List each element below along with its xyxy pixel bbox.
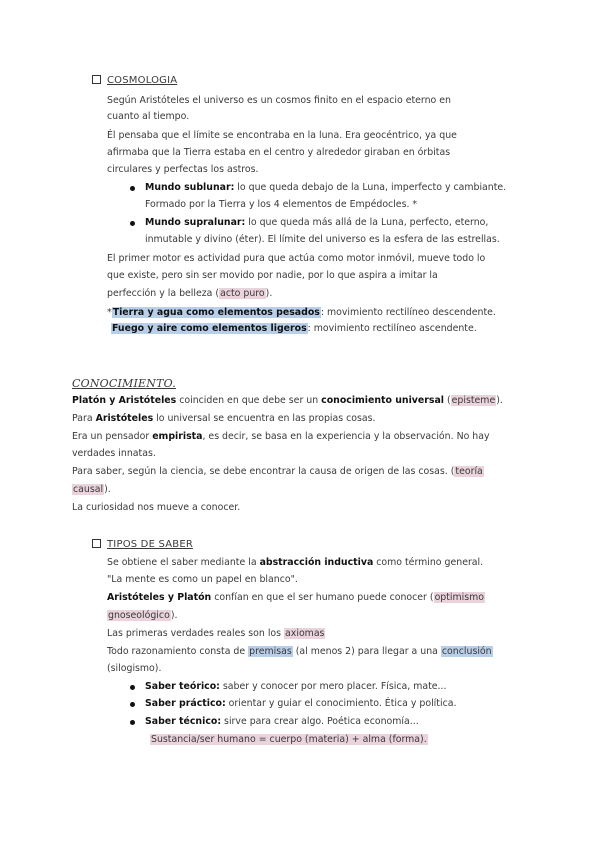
definition: saber y conocer por mero placer. Física, mate... <box>219 681 447 692</box>
bullet-icon <box>130 186 135 191</box>
summary-line <box>150 734 428 746</box>
bullet-icon <box>130 720 135 725</box>
bullet-continuation: inmutable y divino (éter). El límite del universo es la esfera de las estrellas. <box>145 234 500 245</box>
text: ). <box>496 395 503 406</box>
bold-text: Aristóteles y Platón <box>107 592 212 603</box>
paragraph-line: circulares y perfectas los astros. <box>107 164 259 175</box>
bullet-icon <box>130 685 135 690</box>
elements-light-line <box>111 323 477 335</box>
definition: orientar y guiar el conocimiento. Ética y política. <box>225 698 457 709</box>
text: Se obtiene el saber mediante la <box>107 557 260 568</box>
text: confían en que el ser humano puede conocer ( <box>211 592 434 603</box>
bold-text: abstracción inductiva <box>259 557 374 568</box>
checkbox-icon[interactable] <box>92 539 101 548</box>
paragraph-line: Según Aristóteles el universo es un cosmos finito en el espacio eterno en <box>107 95 451 106</box>
bullet-item-tecnico <box>145 716 419 728</box>
paragraph-line: afirmaba que la Tierra estaba en el centro y alrededor giraban en órbitas <box>107 147 451 158</box>
paragraph-line <box>107 646 493 658</box>
paragraph-line <box>107 628 325 640</box>
term: Saber técnico: <box>145 716 222 727</box>
paragraph-line <box>72 466 484 478</box>
asterisk: * <box>107 307 112 318</box>
bold-text: Platón y Aristóteles <box>72 395 177 406</box>
text: como término general. <box>373 557 484 568</box>
definition: lo que queda más allá de la Luna, perfecto, eterno, <box>245 217 489 228</box>
text: Todo razonamiento consta de <box>107 646 249 657</box>
highlight-optimismo: optimismo <box>434 592 485 603</box>
highlight-gnoseologico: gnoseológico <box>108 610 170 621</box>
highlight-sustancia: Sustancia/ser humano = cuerpo (materia) + alma (forma). <box>151 734 427 745</box>
paragraph-line: La curiosidad nos mueve a conocer. <box>72 502 241 513</box>
highlight-axiomas: axiomas <box>285 628 325 639</box>
bold-text: empirista <box>152 431 203 442</box>
section-heading-cosmologia <box>92 75 177 86</box>
heading-text: TIPOS DE SABER <box>107 539 193 550</box>
bold-text: conocimiento universal <box>321 395 445 406</box>
term: Saber práctico: <box>145 698 226 709</box>
text: Era un pensador <box>72 431 153 442</box>
highlight-teoria: teoría <box>455 466 483 477</box>
text: ). <box>265 288 273 299</box>
bullet-item-practico <box>145 698 456 710</box>
checkbox-icon[interactable] <box>92 75 101 84</box>
text: Las primeras verdades reales son los <box>107 628 285 639</box>
section-heading-tipos <box>92 539 193 550</box>
term: Saber teórico: <box>145 681 220 692</box>
text: (al menos 2) para llegar a una <box>292 646 441 657</box>
term: Mundo sublunar: <box>145 182 235 193</box>
text: coinciden en que debe ser un <box>176 395 322 406</box>
bold-text: Aristóteles <box>95 413 154 424</box>
paragraph-line <box>107 592 485 604</box>
bullet-item-supralunar <box>145 217 488 229</box>
paragraph-line: verdades innatas. <box>72 448 156 459</box>
paragraph-line: "La mente es como un papel en blanco". <box>107 574 298 585</box>
highlight-conclusion: conclusión <box>441 646 492 657</box>
bullet-item-sublunar <box>145 182 506 194</box>
paragraph-line <box>107 288 272 300</box>
text: : movimiento rectilíneo ascendente. <box>307 323 477 334</box>
text: Para <box>72 413 96 424</box>
highlight-heavy-elements: Tierra y agua como elementos pesados <box>112 307 320 318</box>
bullet-icon <box>130 702 135 707</box>
paragraph-line <box>107 610 177 622</box>
paragraph-line <box>72 395 503 407</box>
text: ). <box>104 484 111 495</box>
text: ). <box>170 610 178 621</box>
paragraph-line <box>72 431 490 443</box>
text: perfección y la belleza ( <box>107 288 220 299</box>
elements-heavy-line <box>107 307 496 319</box>
bullet-continuation: Formado por la Tierra y los 4 elementos de Empédocles. * <box>145 199 418 210</box>
section-heading-conocimiento: CONOCIMIENTO. <box>72 377 176 390</box>
text: ( <box>444 395 451 406</box>
paragraph-line: El primer motor es actividad pura que actúa como motor inmóvil, mueve todo lo <box>107 253 486 264</box>
heading-text: COSMOLOGIA <box>107 75 178 86</box>
highlight-light-elements: Fuego y aire como elementos ligeros <box>112 323 307 334</box>
paragraph-line <box>72 484 111 496</box>
paragraph-line: que existe, pero sin ser movido por nadie, por lo que aspira a imitar la <box>107 270 438 281</box>
paragraph-line <box>72 413 376 425</box>
text: : movimiento rectilíneo descendente. <box>320 307 496 318</box>
text: Para saber, según la ciencia, se debe encontrar la causa de origen de las cosas. ( <box>72 466 455 477</box>
paragraph-line: cuanto al tiempo. <box>107 111 190 122</box>
term: Mundo supralunar: <box>145 217 246 228</box>
highlight-premisas: premisas <box>249 646 292 657</box>
definition: lo que queda debajo de la Luna, imperfecto y cambiante. <box>234 182 507 193</box>
bullet-item-teorico <box>145 681 447 693</box>
highlight-episteme: episteme <box>451 395 496 406</box>
paragraph-line: (silogismo). <box>107 663 162 674</box>
text: lo universal se encuentra en las propias cosas. <box>153 413 376 424</box>
bullet-icon <box>130 221 135 226</box>
definition: sirve para crear algo. Poética economía... <box>221 716 419 727</box>
highlight-causal: causal <box>73 484 104 495</box>
text: , es decir, se basa en la experiencia y la observación. No hay <box>202 431 490 442</box>
highlight-acto-puro: acto puro <box>220 288 265 299</box>
paragraph-line <box>107 557 483 569</box>
paragraph-line: Él pensaba que el límite se encontraba en la luna. Era geocéntrico, ya que <box>107 130 457 141</box>
